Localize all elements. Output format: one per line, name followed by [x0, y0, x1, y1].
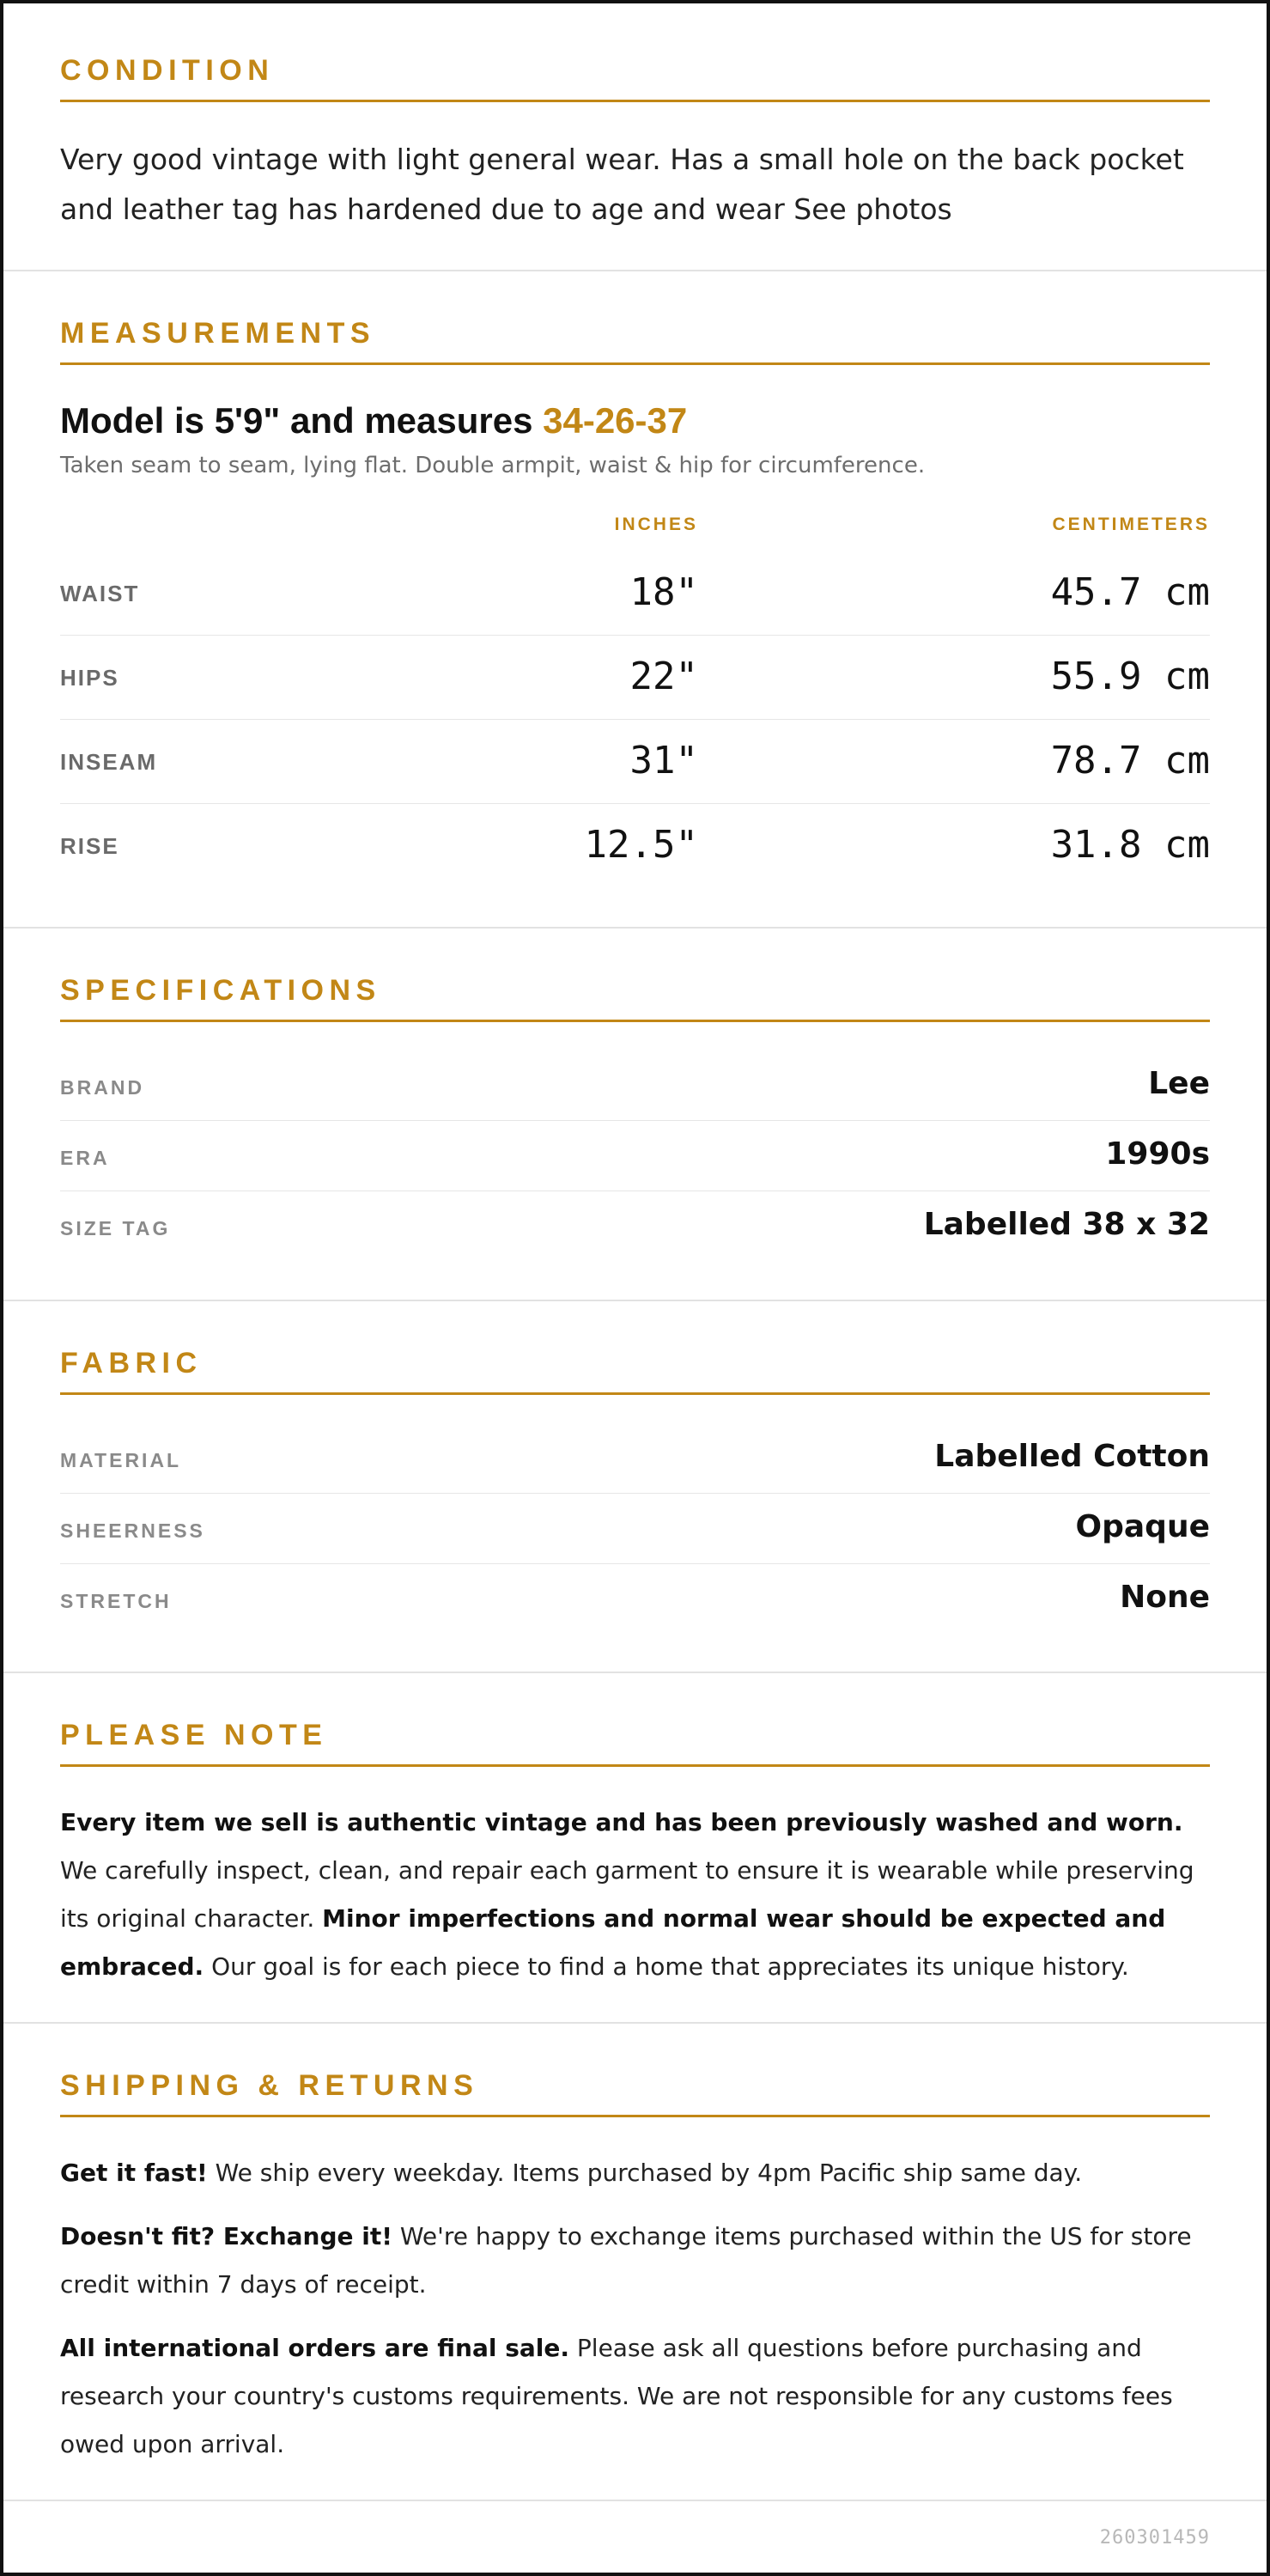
shipping-paragraph-3: [60, 2324, 1210, 2469]
please-note-section: [3, 1673, 1267, 2024]
fabric-section: [3, 1301, 1267, 1673]
fabric-value: Opaque: [1075, 1509, 1210, 1544]
shipping-paragraph-2: [60, 2213, 1210, 2309]
shipping-text-2: We're happy to exchange items purchased within the US for store credit within 7 days of receipt.: [60, 2222, 1192, 2299]
measurements-section: [3, 271, 1267, 929]
measurement-inches: 18": [629, 570, 698, 614]
spec-row-size-tag: [60, 1191, 1210, 1262]
condition-heading: CONDITION: [60, 53, 1210, 102]
condition-section: [3, 3, 1267, 271]
spec-value: Labelled 38 x 32: [923, 1207, 1210, 1242]
measurements-subtext: Taken seam to seam, lying flat. Double armpit, waist & hip for circumference.: [60, 453, 926, 478]
shipping-returns-section: [3, 2024, 1267, 2501]
condition-text: Very good vintage with light general wear. Has a small hole on the back pocket and leather tag has hardened due to age and wear See photos: [60, 143, 1184, 226]
spec-value: Lee: [1148, 1066, 1210, 1101]
measurement-inches: 31": [629, 739, 698, 783]
measurement-label: RISE: [60, 833, 119, 859]
spec-row-era: [60, 1121, 1210, 1191]
shipping-returns-heading: SHIPPING & RETURNS: [60, 2068, 1210, 2117]
specifications-section: [3, 929, 1267, 1301]
shipping-paragraph-1: [60, 2149, 1210, 2197]
please-note-bold-1: Every item we sell is authentic vintage and has been previously washed and worn.: [60, 1808, 1183, 1836]
measurement-cm: 45.7 cm: [1050, 570, 1210, 614]
fabric-value: Labelled Cotton: [934, 1439, 1210, 1474]
fabric-value: None: [1120, 1580, 1210, 1615]
model-measures-prefix: Model is 5'9" and measures: [60, 400, 544, 441]
specifications-heading: SPECIFICATIONS: [60, 973, 1210, 1022]
centimeters-column-header: CENTIMETERS: [1052, 515, 1210, 534]
measurement-cm: 55.9 cm: [1050, 655, 1210, 698]
fabric-heading: FABRIC: [60, 1346, 1210, 1395]
measurement-cm: 78.7 cm: [1050, 739, 1210, 783]
spec-label: SIZE TAG: [60, 1217, 171, 1239]
fabric-label: STRETCH: [60, 1590, 172, 1612]
measurement-row-waist: [60, 551, 1210, 636]
spec-label: ERA: [60, 1147, 110, 1169]
measurement-row-rise: [60, 804, 1210, 888]
fabric-row-material: [60, 1423, 1210, 1494]
measurement-row-hips: [60, 636, 1210, 720]
please-note-text-1: We carefully inspect, clean, and repair each garment to ensure it is wearable while preserving its original character.: [60, 1856, 1194, 1933]
please-note-text-2: Our goal is for each piece to find a home that appreciates its unique history.: [204, 1952, 1129, 1981]
product-id: 260301459: [1099, 2527, 1210, 2549]
shipping-text-3: Please ask all questions before purchasing and research your country's customs requirements. We are not responsible for any customs fees owed upon arrival.: [60, 2334, 1173, 2458]
measurements-heading: MEASUREMENTS: [60, 316, 1210, 365]
measurement-inches: 22": [629, 655, 698, 698]
measurement-label: INSEAM: [60, 749, 158, 775]
model-measures-value: 34-26-37: [543, 400, 688, 441]
spec-row-brand: [60, 1050, 1210, 1121]
shipping-bold-3: All international orders are final sale.: [60, 2334, 570, 2362]
please-note-text: [60, 1799, 1210, 1991]
inches-column-header: INCHES: [614, 515, 698, 534]
model-measures-line: [60, 399, 1210, 443]
please-note-bold-2: Minor imperfections and normal wear should be expected and embraced.: [60, 1904, 1166, 1981]
measurement-inches: 12.5": [584, 823, 698, 867]
fabric-row-stretch: [60, 1564, 1210, 1635]
measurement-row-inseam: [60, 720, 1210, 804]
shipping-bold-1: Get it fast!: [60, 2159, 208, 2187]
shipping-text-1: We ship every weekday. Items purchased by 4pm Pacific ship same day.: [207, 2159, 1083, 2187]
shipping-bold-2: Doesn't fit? Exchange it!: [60, 2222, 392, 2250]
fabric-label: MATERIAL: [60, 1449, 182, 1471]
spec-value: 1990s: [1105, 1136, 1210, 1172]
measurement-label: HIPS: [60, 665, 119, 691]
measurement-cm: 31.8 cm: [1050, 823, 1210, 867]
measurement-label: WAIST: [60, 581, 140, 606]
spec-label: BRAND: [60, 1076, 145, 1099]
please-note-heading: PLEASE NOTE: [60, 1718, 1210, 1767]
fabric-label: SHEERNESS: [60, 1519, 205, 1542]
fabric-row-sheerness: [60, 1494, 1210, 1564]
